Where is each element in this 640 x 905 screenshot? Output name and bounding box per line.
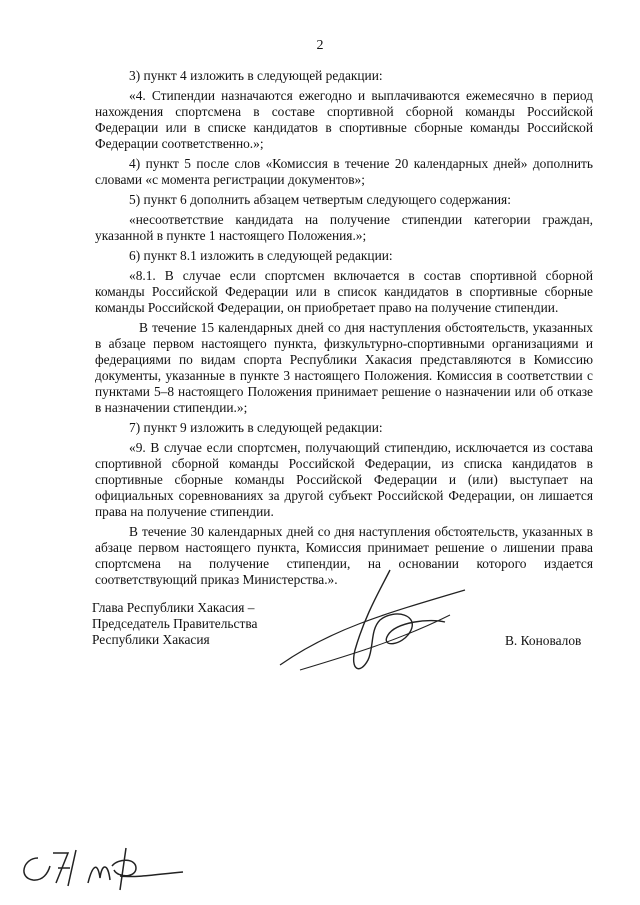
paragraph-item-5-text: «несоответствие кандидата на получение стипендии категории граждан, указанной в пункте 1 настоящего Положения.»; [95,212,593,243]
paragraph-item-6-heading: 6) пункт 8.1 изложить в следующей редакции: [129,248,393,263]
paragraph-item-4-amend: 4) пункт 5 после слов «Комиссия в течение 20 календарных дней» дополнить словами «с момента регистрации документов»; [95,156,593,187]
page-number: 2 [316,38,324,53]
paragraph-item-5-heading: 5) пункт 6 дополнить абзацем четвертым следующего содержания: [129,192,511,207]
handwritten-signature-icon [270,560,470,690]
paragraph-item-8-1-second: В течение 15 календарных дней со дня наступления обстоятельств, указанных в абзаце первом настоящего пункта, физкультурно-спортивными организациями и федерациями по видам спорта Республики Хакасия представляются в Комиссию документы, указанные в пункте 3 настоящего Положения. Комиссия в соответствии с пунктами 5–8 настоящего Положения принимает решение о назначении или об отказе в назначении стипендии.»; [95,320,593,415]
signature-title-line-1: Глава Республики Хакасия – [92,600,255,615]
signature-title-line-3: Республики Хакасия [92,632,210,647]
signature-title-line-2: Председатель Правительства [92,616,258,631]
paragraph-item-9-text: «9. В случае если спортсмен, получающий стипендию, исключается из состава спортивной сборной команды Российской Федерации, из списка кандидатов в спортивные сборные команды Российской Федерации и (или) выступает на официальных соревнованиях за другой субъект Российской Федерации, он лишается права на получение стипендии. [95,440,593,519]
paragraph-item-8-1-text: «8.1. В случае если спортсмен включается в состав спортивной сборной команды Российской Федерации или в список кандидатов в спортивные сборные команды Российской Федерации, он приобретает право на получение стипендии. [95,268,593,315]
document-body [95,68,593,592]
paragraph-item-4-text: «4. Стипендии назначаются ежегодно и выплачиваются ежемесячно в период нахождения спортсмена в составе спортивной сборной команды Российской Федерации или в списке кандидатов в спортивные сборные команды Российской Федерации соответственно.»; [95,88,593,151]
handwritten-initials-icon [8,838,188,898]
signatory-name: В. Коновалов [505,633,582,648]
paragraph-item-3-heading: 3) пункт 4 изложить в следующей редакции: [129,68,383,83]
signature-title-block [92,600,257,648]
paragraph-item-7-heading: 7) пункт 9 изложить в следующей редакции: [129,420,383,435]
paragraph-item-9-second: В течение 30 календарных дней со дня наступления обстоятельств, указанных в абзаце первом настоящего пункта, Комиссия принимает решение о лишении права спортсмена на получение стипендии, на основании которого издается соответствующий приказ Министерства.». [95,524,593,587]
